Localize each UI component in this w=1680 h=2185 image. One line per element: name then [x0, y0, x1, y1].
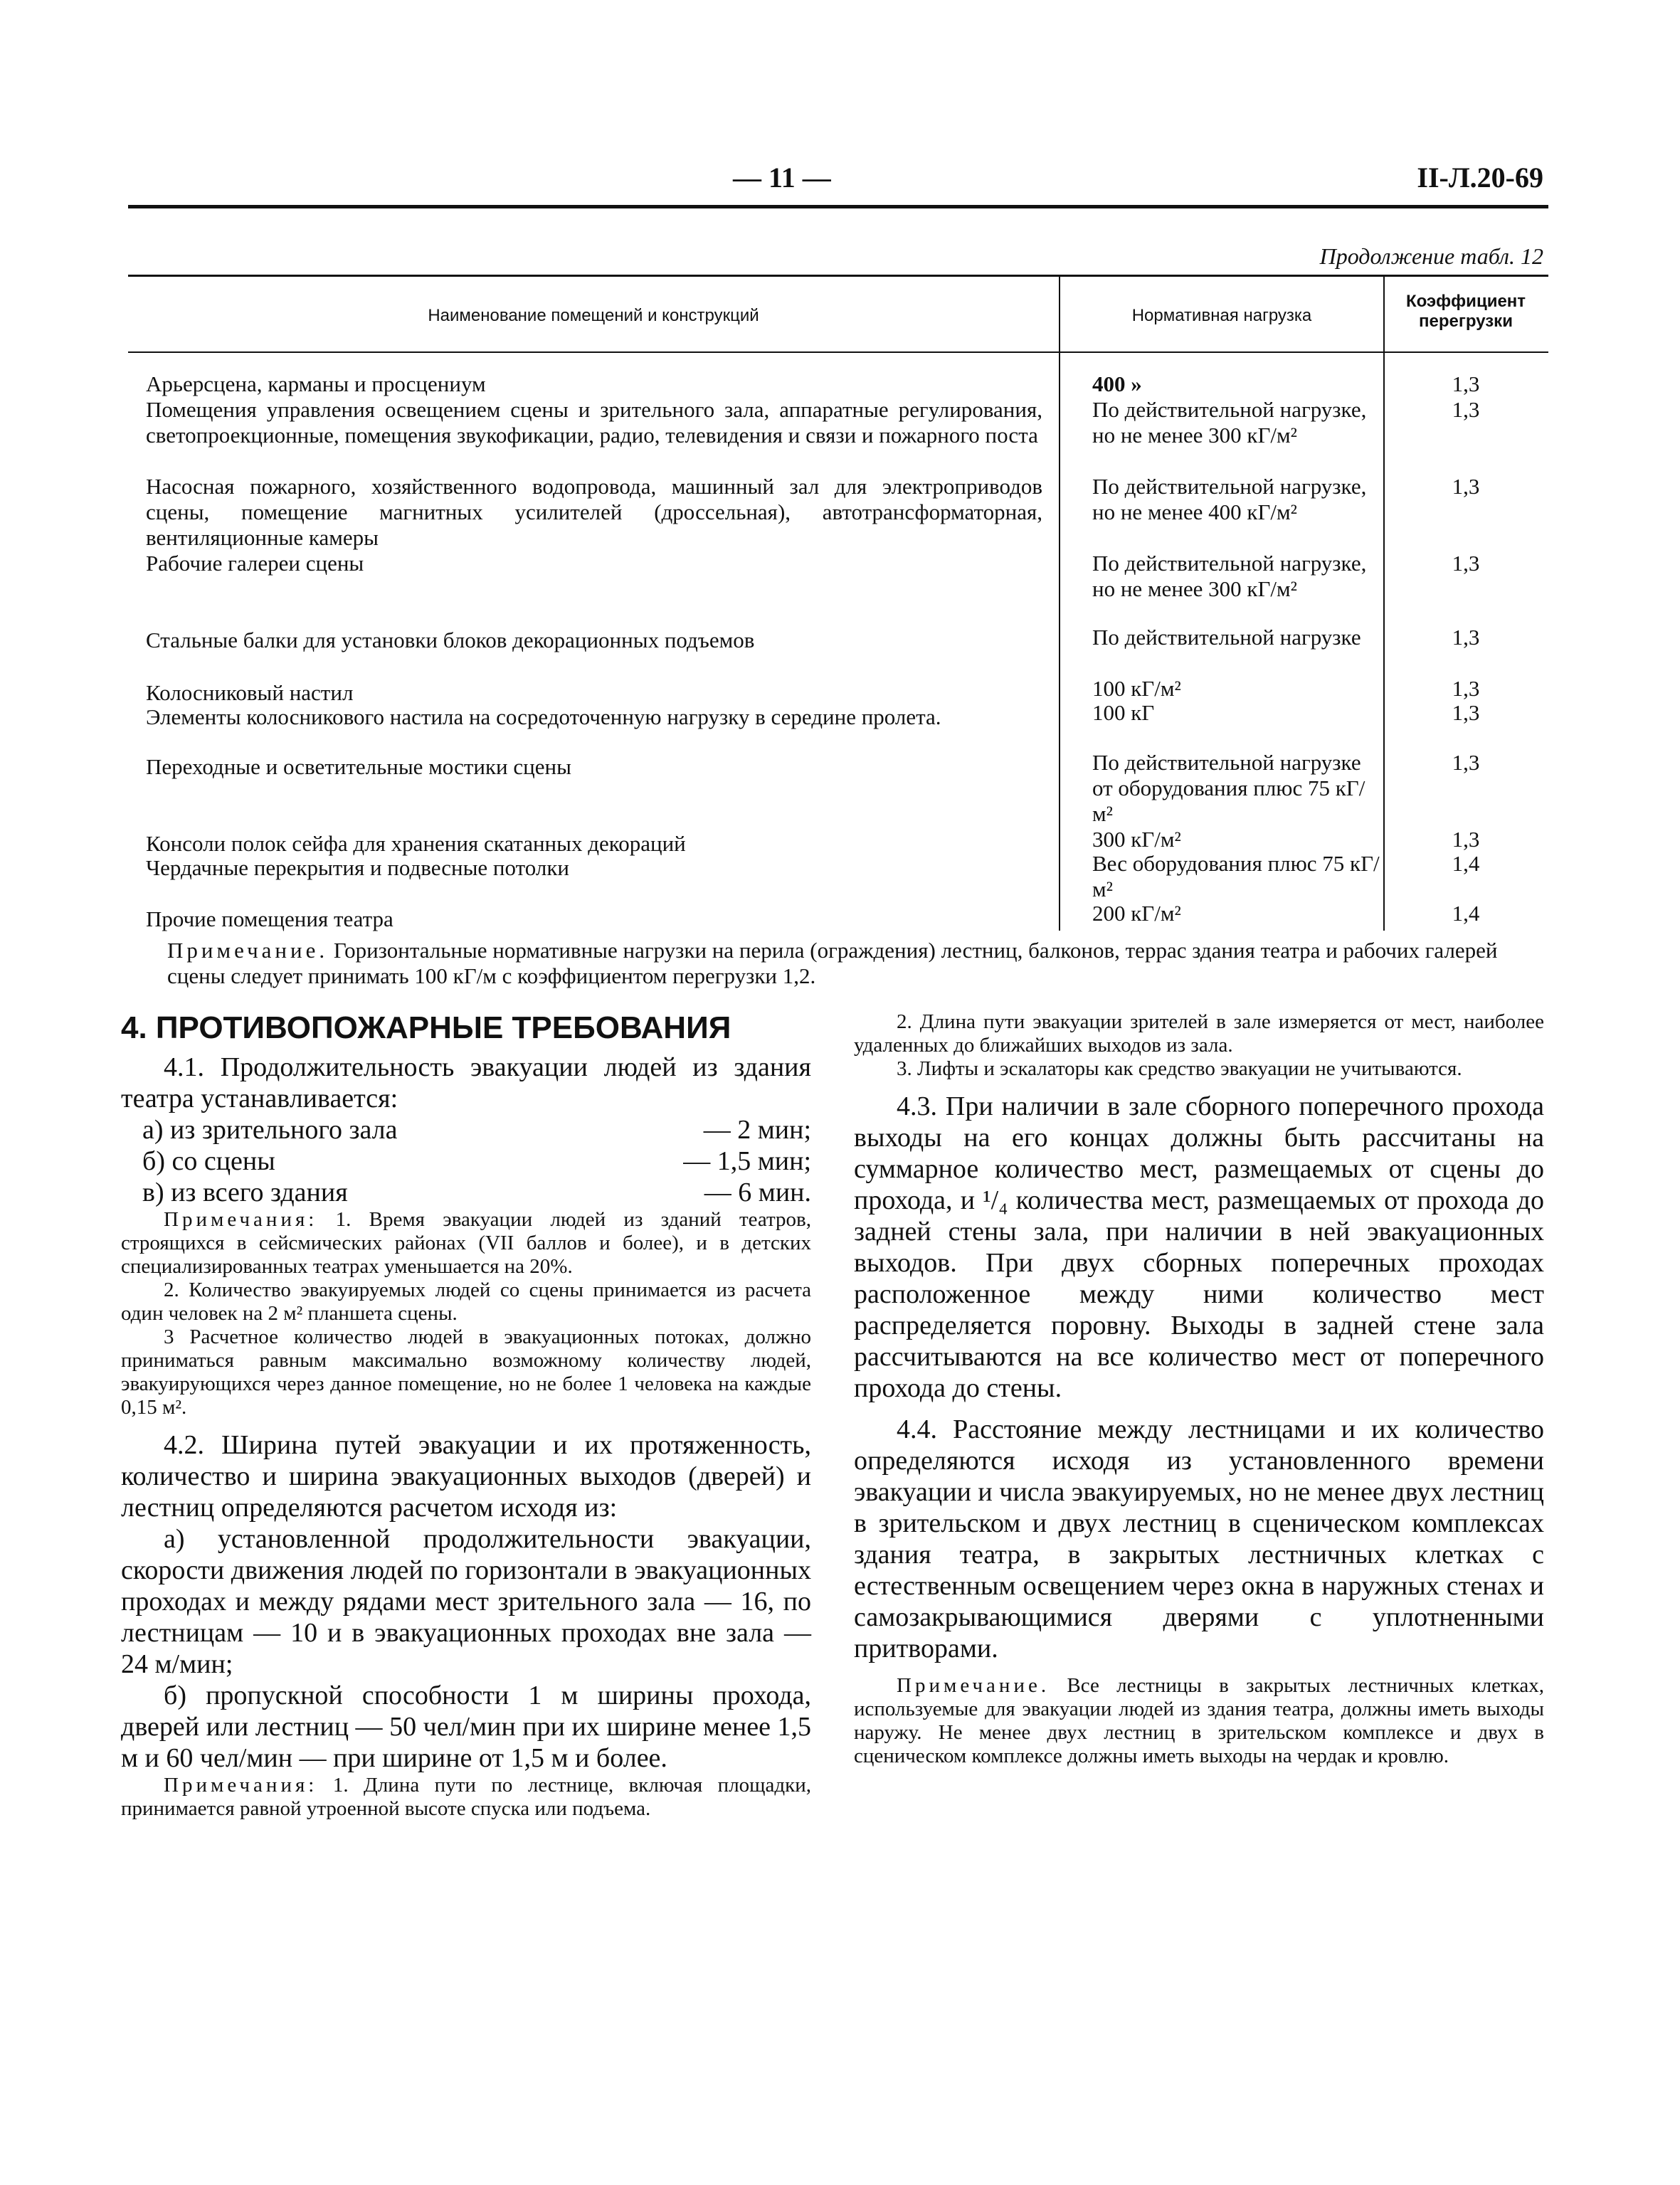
list-item — [121, 1177, 811, 1208]
row-name: Чердачные перекрытия и подвесные потолки — [146, 855, 569, 880]
note-4-2-3: 3. Лифты и эскалаторы как средство эвакуации не учитываются. — [897, 1057, 1462, 1080]
page-number: — 11 — — [733, 162, 831, 194]
row-coef: 1,3 — [1452, 474, 1480, 499]
notes-4-1 — [121, 1208, 811, 1279]
item-label: б) со сцены — [142, 1146, 275, 1176]
note-2: 2. Количество эвакуируемых людей со сцены принимается из расчета один человек на 2 м² планшета сцены. — [121, 1279, 811, 1325]
row-coef: 1,3 — [1452, 397, 1480, 422]
table-top-rule — [128, 275, 1548, 277]
row-coef: 1,4 — [1452, 851, 1480, 876]
row-name: Колосниковый настил — [146, 680, 354, 705]
table-continuation: Продолжение табл. 12 — [1319, 243, 1543, 269]
row-name: Элементы колосникового настила на сосредоточенную нагрузку в середине пролета. — [146, 704, 941, 729]
note-3: 3 Расчетное количество людей в эвакуационных потоках, должно приниматься равным максимально возможному количеству людей, эвакуирующихся через данное помещение, но не более 1 человека на каждые 0,15 м². — [121, 1326, 811, 1419]
right-column — [854, 1010, 1544, 1768]
list-item — [121, 1114, 811, 1146]
item-label: в) из всего здания — [142, 1178, 348, 1207]
note-label: Примечание. — [897, 1674, 1050, 1697]
list-item — [121, 1146, 811, 1177]
note-4-2-1: 1. Длина пути по лестнице, включая площадки, принимается равной утроенной высоте спуска или подъема. — [121, 1774, 811, 1820]
row-coef: 1,3 — [1452, 676, 1480, 701]
row-coef: 1,3 — [1452, 700, 1480, 725]
left-column — [121, 1010, 811, 1821]
table-note-text: Горизонтальные нормативные нагрузки на перила (ограждения) лестниц, балконов, террас здания театра и рабочих галерей сцены следует принимать 100 кГ/м с коэффициентом перегрузки 1,2. — [167, 938, 1498, 988]
item-value: — 2 мин; — [703, 1115, 811, 1145]
item-label: а) из зрительного зала — [142, 1115, 398, 1145]
table-col-divider-1 — [1059, 276, 1060, 931]
table-head-rule — [128, 351, 1548, 353]
note-4-4 — [854, 1674, 1544, 1768]
paragraph-4-2-a: а) установленной продолжительности эвакуации, скорости движения людей по горизонтали в эвакуационных проходах и между рядами мест зрительного зала — 16, по лестницам — 10 и в эвакуационных проходах вне зала — 24 м/мин; — [121, 1524, 811, 1679]
table-header-load: Нормативная нагрузка — [1131, 306, 1312, 325]
note-text: Все лестницы в закрытых лестничных клетках, используемые для эвакуации людей из здания театра, должны иметь выходы наружу. Не менее двух лестниц в зрительском комплексе и двух в сценическом комплексе должны иметь выходы на чердак и кровлю. — [854, 1674, 1544, 1767]
row-coef: 1,3 — [1452, 371, 1480, 396]
row-load: По действительной нагрузке, но не менее 400 кГ/м² — [1092, 474, 1367, 524]
row-name: Арьерсцена, карманы и просцениум — [146, 371, 486, 396]
paragraph-4-2: 4.2. Ширина путей эвакуации и их протяженность, количество и ширина эвакуационных выходов (дверей) и лестниц определяются расчетом исходя из: — [121, 1430, 811, 1523]
row-name: Стальные балки для установки блоков декорационных подъемов — [146, 628, 755, 652]
item-value: — 6 мин. — [704, 1178, 811, 1207]
notes-4-2 — [121, 1774, 811, 1821]
paragraph-4-4: 4.4. Расстояние между лестницами и их количество определяются исходя из установленного времени эвакуации и числа эвакуируемых, но не менее двух лестниц в зрительском и двух лестниц в сценическом комплексах здания театра, в закрытых лестничных клетках с естественным освещением через окна в наружных стенах и самозакрывающимися дверями с уплотненными притворами. — [854, 1414, 1544, 1663]
row-load: Вес оборудования плюс 75 кГ/м² — [1092, 851, 1380, 901]
paragraph-4-1: 4.1. Продолжительность эвакуации людей из здания театра устанавливается: — [121, 1052, 811, 1113]
table-note-label: Примечание. — [167, 938, 329, 963]
notes-label: Примечания: — [164, 1208, 318, 1231]
section-title: 4. ПРОТИВОПОЖАРНЫЕ ТРЕБОВАНИЯ — [121, 1010, 731, 1045]
row-name: Помещения управления освещением сцены и зрительного зала, аппаратные регулирования, светопроекционные, помещения звукофикации, радио, телевидения и связи и пожарного поста — [146, 397, 1042, 448]
document-code: II-Л.20-69 — [1417, 162, 1543, 194]
table-header-name: Наименование помещений и конструкций — [428, 306, 759, 325]
row-load: 100 кГ — [1092, 700, 1155, 725]
table-col-divider-2 — [1383, 276, 1385, 931]
paragraph-4-2-b: б) пропускной способности 1 м ширины прохода, дверей или лестниц — 50 чел/мин при их ширине менее 1,5 м и 60 чел/мин — при ширине от 1,5 м и более. — [121, 1681, 811, 1773]
table-header-coef: Коэффициент перегрузки — [1405, 292, 1526, 331]
row-load: По действительной нагрузке, но не менее 300 кГ/м² — [1092, 397, 1367, 448]
row-coef: 1,3 — [1452, 625, 1480, 650]
row-load: 100 кГ/м² — [1092, 676, 1181, 701]
notes-label: Примечания: — [164, 1774, 318, 1797]
row-name: Консоли полок сейфа для хранения скатанных декораций — [146, 831, 686, 856]
row-name: Прочие помещения театра — [146, 906, 393, 931]
row-load: По действительной нагрузке — [1092, 625, 1361, 650]
row-name: Переходные и осветительные мостики сцены — [146, 754, 571, 779]
row-name: Рабочие галереи сцены — [146, 551, 364, 576]
row-load: 200 кГ/м² — [1092, 901, 1181, 926]
paragraph-4-3: 4.3. При наличии в зале сборного поперечного прохода выходы на его концах должны быть рассчитаны на суммарное количество мест, размещаемых от сцены до прохода, и ¹/₄ количества мест, размещаемых от прохода до задней стены зала, при наличии в ней эвакуационных выходов. При двух сборных поперечных проходах расположенное между ними количество мест распределяется поровну. Выходы в задней стене зала рассчитываются на все количество мест от поперечного прохода до стены. — [854, 1091, 1544, 1403]
row-load: По действительной нагрузке от оборудования плюс 75 кГ/м² — [1092, 750, 1365, 826]
row-load: 400 » — [1092, 371, 1142, 396]
header-rule — [128, 205, 1548, 208]
row-coef: 1,3 — [1452, 827, 1480, 852]
row-coef: 1,3 — [1452, 750, 1480, 775]
row-name: Насосная пожарного, хозяйственного водопровода, машинный зал для электроприводов сцены, помещение магнитных усилителей (дроссельная), автотрансформаторная, вентиляционные камеры — [146, 474, 1042, 550]
row-coef: 1,3 — [1452, 551, 1480, 576]
note-4-2-2: 2. Длина пути эвакуации зрителей в зале измеряется от мест, наиболее удаленных до ближайших выходов из зала. — [854, 1010, 1544, 1057]
row-load: 300 кГ/м² — [1092, 827, 1181, 852]
row-load: По действительной нагрузке, но не менее 300 кГ/м² — [1092, 551, 1367, 601]
note-1: 1. Время эвакуации людей из зданий театров, строящихся в сейсмических районах (VII баллов и более), и в детских специализированных театрах уменьшается на 20%. — [121, 1208, 811, 1278]
table-note — [167, 938, 1548, 989]
row-coef: 1,4 — [1452, 901, 1480, 926]
item-value: — 1,5 мин; — [683, 1146, 811, 1176]
